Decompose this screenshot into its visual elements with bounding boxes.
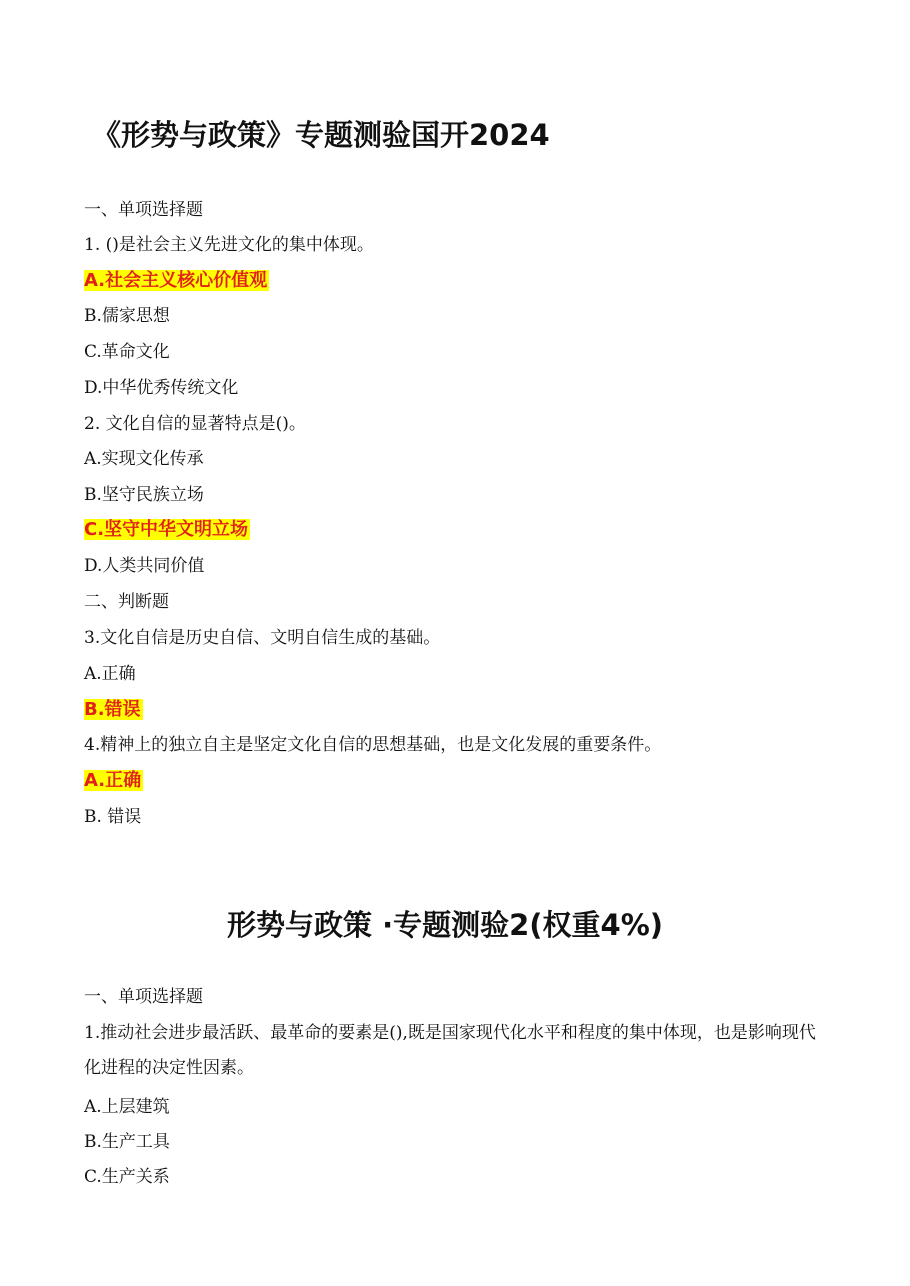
q1-answer-highlight: A.社会主义核心价值观 [84, 270, 268, 291]
q2-option-a: A.实现文化传承 [84, 449, 204, 469]
section1-heading-single-choice: 一、单项选择题 [84, 200, 203, 220]
s2-q1-option-a: A.上层建筑 [84, 1097, 170, 1117]
q3-option-a: A.正确 [84, 664, 136, 684]
q2-option-b: B.坚守民族立场 [84, 485, 204, 505]
q1-option-b: B.儒家思想 [84, 306, 170, 326]
question-1: 1. ()是社会主义先进文化的集中体现。 [84, 235, 374, 255]
q1-option-a [84, 269, 269, 293]
question-4: 4.精神上的独立自主是坚定文化自信的思想基础，也是文化发展的重要条件。 [84, 735, 662, 755]
q1-option-c: C.革命文化 [84, 342, 170, 362]
q3-option-b [84, 698, 143, 722]
section2-title: 形势与政策 ·专题测验2(权重4%) [226, 908, 664, 942]
question-2: 2. 文化自信的显著特点是()。 [84, 414, 306, 434]
s2-q1-option-c: C.生产关系 [84, 1167, 170, 1187]
q3-answer-highlight: B.错误 [84, 699, 141, 720]
s2-q1-option-b: B.生产工具 [84, 1132, 170, 1152]
q4-option-b: B. 错误 [84, 807, 142, 827]
section1-heading-true-false: 二、判断题 [84, 592, 169, 612]
q2-option-c [84, 518, 250, 542]
q4-option-a [84, 769, 143, 793]
question-3: 3.文化自信是历史自信、文明自信生成的基础。 [84, 628, 441, 648]
q2-option-d: D.人类共同价值 [84, 556, 205, 576]
section1-title: 《形势与政策》专题测验国开2024 [92, 118, 550, 152]
q2-answer-highlight: C.坚守中华文明立场 [84, 519, 249, 540]
q1-option-d: D.中华优秀传统文化 [84, 378, 239, 398]
section2-heading-single-choice: 一、单项选择题 [84, 987, 203, 1007]
section2-question-1: 1.推动社会进步最活跃、最革命的要素是(),既是国家现代化水平和程度的集中体现，也是影响现代化进程的决定性因素。 [84, 1023, 816, 1078]
q4-answer-highlight: A.正确 [84, 770, 142, 791]
